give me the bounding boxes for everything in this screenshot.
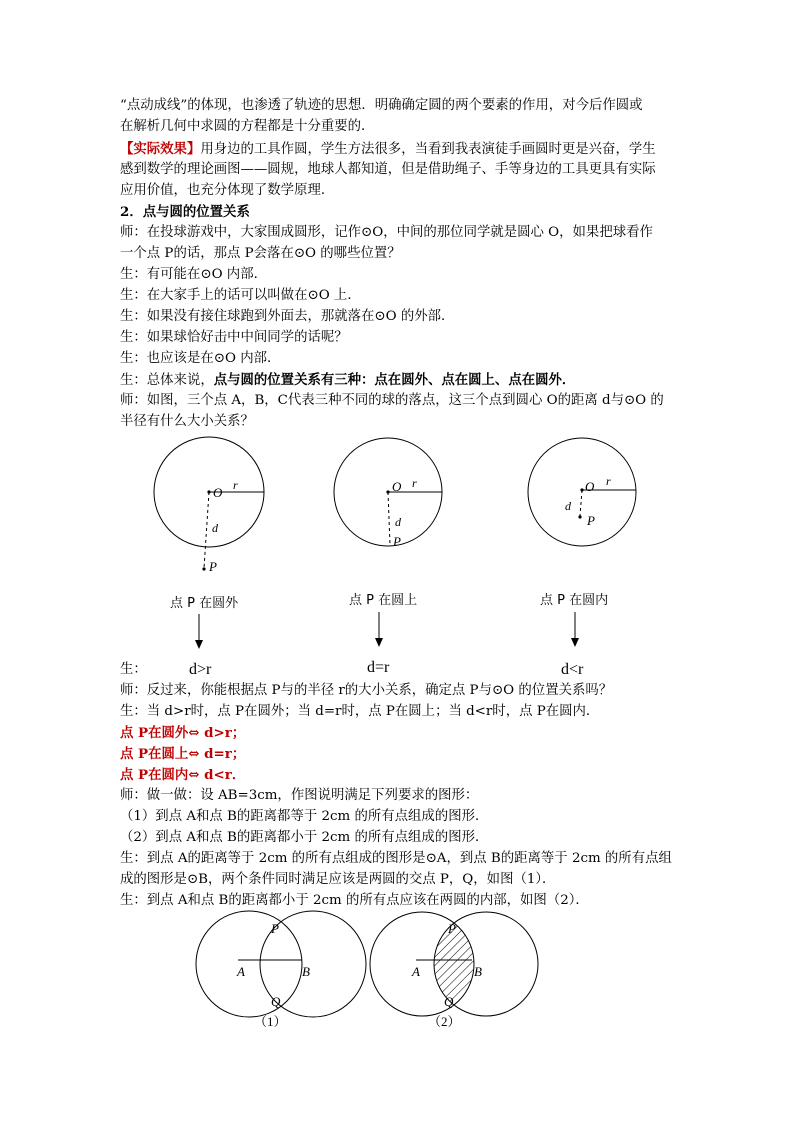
label-P: P	[587, 513, 595, 528]
teacher-4: 师：做一做：设 AB=3cm，作图说明满足下列要求的图形：	[120, 788, 479, 803]
student-6: 生：总体来说，点与圆的位置关系有三种：点在圆外、点在圆上、点在圆外．	[120, 372, 576, 388]
label-P: P	[209, 559, 217, 574]
svg-text:A: A	[237, 964, 245, 979]
caption-inside: 点 P 在圆内	[540, 593, 609, 608]
student-5: 生：也应该是在⊙O 内部．	[120, 351, 281, 366]
student-4: 生：如果球恰好击中中间同学的话呢？	[120, 330, 348, 345]
student-1: 生：有可能在⊙O 内部．	[120, 267, 267, 282]
svg-text:B: B	[302, 964, 310, 979]
label-P: P	[393, 534, 401, 549]
teacher-1-line-1: 师：在投球游戏中，大家围成圆形，记作⊙O，中间的那位同学就是圆心 O，如果把球看作	[120, 225, 653, 240]
svg-text:Q: Q	[271, 994, 281, 1009]
figure-two-circles-1	[196, 911, 366, 1029]
caption-outside: 点 P 在圆外	[170, 596, 239, 611]
question-1: （1）到点 A和点 B的距离都等于 2cm 的所有点组成的图形．	[120, 809, 489, 824]
teacher-1-line-2: 一个点 P的话，那点 P会落在⊙O 的哪些位置？	[120, 246, 401, 261]
label-d: d	[565, 499, 571, 513]
label-O: O	[585, 479, 595, 494]
rule-inside: 点 P在圆内⇔ d<r．	[120, 767, 246, 783]
student-8-line-2: 成的图形是⊙B，两个条件同时满足应该是两圆的交点 P，Q，如图（1）．	[120, 872, 556, 887]
para-1-line-1: “点动成线”的体现，也渗透了轨迹的思想．明确确定圆的两个要素的作用，对今后作圆或	[120, 98, 643, 113]
para-2-line-3: 应用价值，也充分体现了数学原理．	[120, 183, 335, 198]
rule-on: 点 P在圆上⇔ d=r；	[120, 746, 246, 762]
student-3: 生：如果没有接住球跑到外面去，那就落在⊙O 的外部．	[120, 309, 455, 324]
label-O: O	[213, 485, 223, 500]
label-r: r	[233, 478, 238, 492]
rule-outside: 点 P在圆外⇔ d>r；	[120, 725, 246, 741]
figure-two-circles-2	[370, 912, 538, 1029]
student-2: 生：在大家手上的话可以叫做在⊙O 上．	[120, 288, 361, 303]
student-7: 生：当 d>r时，点 P在圆外；当 d=r时，点 P在圆上；当 d<r时，点 P在圆内．	[120, 704, 600, 719]
label-d: d	[212, 521, 218, 535]
teacher-2-line-1: 师：如图，三个点 A，B，C代表三种不同的球的落点，这三个点到圆心 O的距离 d与⊙O 的	[120, 393, 664, 408]
svg-text:A: A	[412, 964, 420, 979]
label-O: O	[392, 479, 402, 494]
effect-tag: 【实际效果】	[120, 141, 201, 157]
svg-text:Q: Q	[444, 994, 454, 1009]
svg-text:B: B	[474, 964, 482, 979]
summary-bold: 点与圆的位置关系有三种：点在圆外、点在圆上、点在圆外．	[213, 372, 576, 388]
caption-on: 点 P 在圆上	[349, 593, 418, 608]
teacher-2-line-2: 半径有什么大小关系？	[120, 414, 254, 429]
teacher-3: 师：反过来，你能根据点 P与的半径 r的大小关系，确定点 P与⊙O 的位置关系吗？	[120, 683, 613, 698]
relation-on: d=r	[367, 659, 390, 676]
question-2: （2）到点 A和点 B的距离都小于 2cm 的所有点组成的图形．	[120, 830, 489, 845]
label-r: r	[606, 474, 611, 488]
svg-text:P: P	[271, 921, 279, 936]
svg-text:P: P	[448, 921, 456, 936]
caption-fig-2: （2）	[428, 1014, 461, 1029]
para-1-line-2: 在解析几何中求圆的方程都是十分重要的．	[120, 119, 375, 134]
relation-outside: d>r	[189, 661, 212, 678]
student-9: 生：到点 A和点 B的距离都小于 2cm 的所有点应该在两圆的内部，如图（2）．	[120, 893, 589, 908]
student-label: 生：	[120, 662, 147, 677]
section-heading: 2．点与圆的位置关系	[120, 204, 250, 220]
student-8-line-1: 生：到点 A的距离等于 2cm 的所有点组成的图形是⊙A，到点 B的距离等于 2cm 的所有点组	[120, 851, 672, 866]
para-2-line-2: 感到数学的理论画图——圆规，地球人都知道，但是借助绳子、手等身边的工具更具有实际	[120, 162, 656, 177]
effect-text: 用身边的工具作圆，学生方法很多，当看到我表演徒手画圆时更是兴奋，学生	[200, 142, 656, 157]
caption-fig-1: （1）	[254, 1014, 287, 1029]
label-d: d	[395, 515, 401, 529]
label-r: r	[412, 476, 417, 490]
relation-inside: d<r	[561, 661, 584, 678]
